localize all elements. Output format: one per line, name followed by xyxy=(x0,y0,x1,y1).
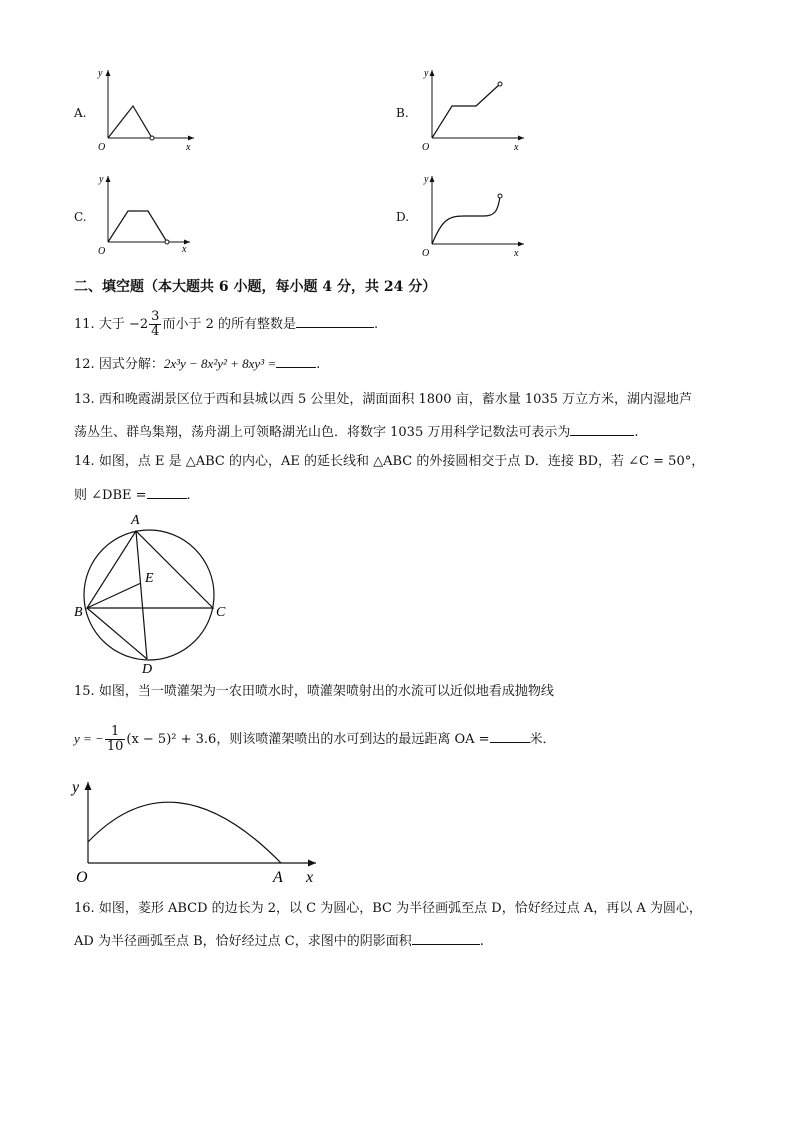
point-a-label: A xyxy=(273,869,283,886)
graph-line xyxy=(108,106,152,138)
option-a-label: A. xyxy=(74,106,87,120)
label-d: D xyxy=(142,662,153,676)
svg-text:y: y xyxy=(424,174,429,185)
fraction: $\frac{1}{10}$ xyxy=(106,724,124,754)
question-14-line2: 则 ∠DBE = . xyxy=(74,484,191,506)
graph-line xyxy=(108,211,167,242)
answer-blank xyxy=(276,353,316,368)
answer-blank xyxy=(570,421,634,436)
question-16-line2: AD 为半径画弧至点 B，恰好经过点 C，求图中的阴影面积 . xyxy=(74,930,484,952)
question-14: 14. 如图，点 E 是 △ABC 的内心，AE 的延长线和 △ABC 的外接圆相交于点 D．连接 BD，若 ∠C = 50°， xyxy=(74,454,705,469)
question-16: 16. 如图，菱形 ABCD 的边长为 2，以 C 为圆心，BC 为半径画弧至点 D，恰好经过点 A，再以 A 为圆心， xyxy=(74,901,702,916)
x-label: x xyxy=(186,142,191,153)
svg-text:x: x xyxy=(514,142,519,153)
answer-blank xyxy=(147,484,187,499)
option-b-graph xyxy=(414,64,530,156)
option-b-label: B. xyxy=(396,106,409,120)
svg-text:x: x xyxy=(514,248,519,259)
question-11: 11. 大于 −2 $\frac{3}{4}$ 而小于 2 的所有整数是 . xyxy=(74,309,379,339)
question-15-line2: y = − $\frac{1}{10}$ (x − 5)² + 3.6，则该喷灌架喷出的水可到达的最远距离 OA = 米． xyxy=(74,724,556,754)
option-c-label: C. xyxy=(74,210,87,224)
answer-blank xyxy=(490,728,530,743)
svg-text:y: y xyxy=(99,174,104,185)
origin-label: O xyxy=(76,869,88,886)
question-number: 11. xyxy=(74,317,95,332)
label-c: C xyxy=(216,605,226,620)
question-number: 16. xyxy=(74,901,95,916)
question-number: 12. xyxy=(74,357,95,372)
parabola-curve xyxy=(88,802,281,863)
origin-label: O xyxy=(98,142,106,153)
graph-line xyxy=(432,84,500,138)
question-number: 15. xyxy=(74,684,95,699)
answer-blank xyxy=(412,930,480,945)
label-e: E xyxy=(145,571,154,586)
x-label: x xyxy=(306,869,314,886)
question-13-line2: 荡丛生、群鸟集翔，荡舟湖上可领略湖光山色．将数字 1035 万用科学记数法可表示为 . xyxy=(74,421,639,443)
circle-triangle-figure xyxy=(70,510,240,676)
question-12: 12. 因式分解：2x³y − 8x²y² + 8xy³ = . xyxy=(74,353,320,375)
y-label: y xyxy=(72,779,80,796)
option-d-label: D. xyxy=(396,210,410,224)
question-number: 14. xyxy=(74,454,95,469)
question-13: 13. 西和晚霞湖景区位于西和县城以西 5 公里处，湖面面积 1800 亩，蓄水量 1035 万立方米，湖内湿地芦 xyxy=(74,392,693,407)
question-number: 13. xyxy=(74,392,95,407)
option-c-graph xyxy=(90,170,200,258)
question-15: 15. 如图，当一喷灌架为一农田喷水时，喷灌架喷射出的水流可以近似地看成抛物线 xyxy=(74,684,554,699)
svg-text:O: O xyxy=(422,142,430,153)
svg-text:x: x xyxy=(182,244,187,255)
option-a-graph xyxy=(90,64,200,156)
svg-text:O: O xyxy=(422,248,430,259)
circumcircle xyxy=(84,530,214,660)
label-b: B xyxy=(74,605,83,620)
answer-blank xyxy=(296,313,374,328)
svg-text:y: y xyxy=(424,68,429,79)
option-d-graph xyxy=(414,170,530,262)
label-a: A xyxy=(131,513,140,528)
expression: 2x³y − 8x²y² + 8xy³ = xyxy=(163,356,277,371)
graph-line xyxy=(432,196,500,244)
y-label: y xyxy=(98,68,103,79)
segment-ad xyxy=(136,531,147,659)
fraction: $\frac{3}{4}$ xyxy=(151,309,160,339)
triangle-abc xyxy=(87,531,213,608)
parabola-figure xyxy=(66,770,336,886)
section-heading: 二、填空题（本大题共 6 小题，每小题 4 分，共 24 分） xyxy=(74,279,437,295)
svg-text:O: O xyxy=(98,246,106,257)
